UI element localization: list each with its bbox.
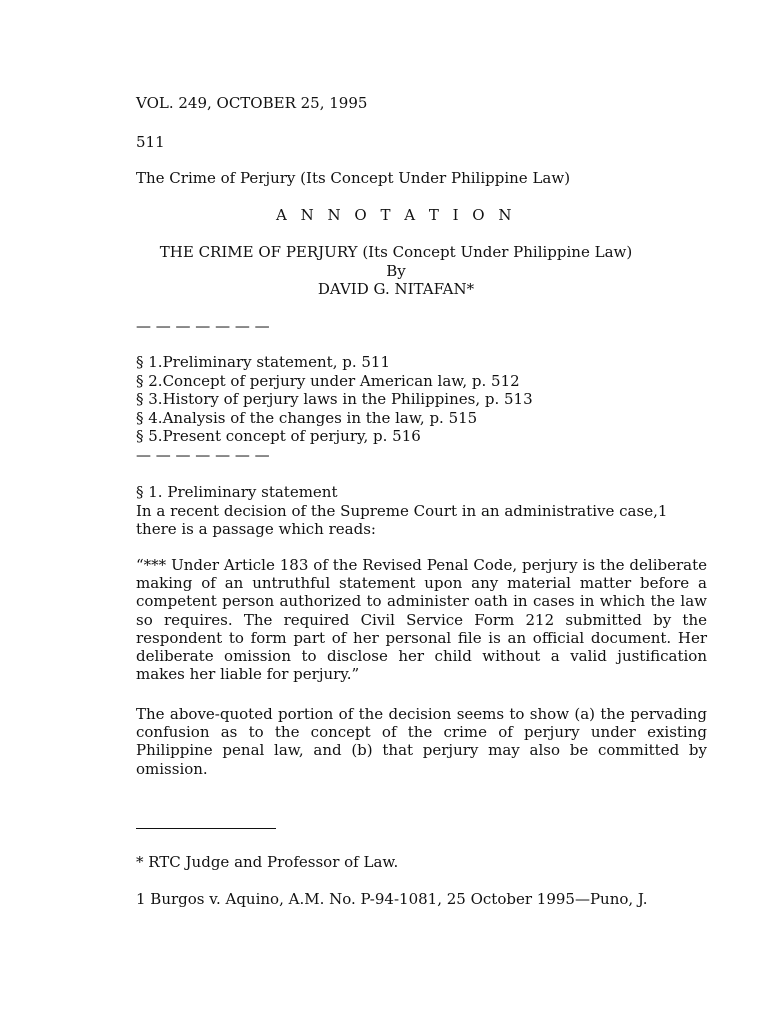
footnote-1: 1 Burgos v. Aquino, A.M. No. P-94-1081, 25 October 1995—Puno, J. [136, 890, 648, 908]
intro-text-line1: In a recent decision of the Supreme Court in an administrative case,1 [136, 502, 668, 520]
divider-dashes-top: — — — — — — — [136, 317, 270, 335]
divider-dashes-bottom: — — — — — — — [136, 446, 270, 464]
table-of-contents [136, 353, 533, 446]
page-number: 511 [136, 133, 165, 151]
intro-text-line2: there is a passage which reads: [136, 520, 376, 538]
annotation-title: THE CRIME OF PERJURY (Its Concept Under Philippine Law) [159, 243, 633, 261]
quote-text: “*** Under Article 183 of the Revised Penal Code, perjury is the deliberate making of an untruthful statement upon any material matter before a competent person authorized to administer oath in cases in which the law so requires. The required Civil Service Form 212 submitted by the respondent to form part of her personal file is an official document. Her deliberate omission to disclose her child without a valid justification makes her liable for perjury.” [136, 556, 707, 684]
toc-item: § 5.Present concept of perjury, p. 516 [136, 427, 421, 445]
toc-item: § 4.Analysis of the changes in the law, p. 515 [136, 408, 478, 427]
footnote-rule [136, 828, 276, 829]
footnote-author: * RTC Judge and Professor of Law. [136, 853, 399, 871]
section-heading: § 1. Preliminary statement [136, 483, 338, 501]
analysis-text: The above-quoted portion of the decision seems to show (a) the pervading confusion as to the concept of the crime of perjury under existing Philippine penal law, and (b) that perjury may also be committed by omission. [136, 705, 707, 778]
analysis-paragraph [136, 705, 707, 778]
annotation-author: DAVID G. NITAFAN* [317, 280, 475, 298]
volume-line: VOL. 249, OCTOBER 25, 1995 [136, 94, 368, 112]
toc-item: § 2.Concept of perjury under American law, p. 512 [136, 371, 520, 390]
annotation-label: A N N O T A T I O N [276, 206, 516, 224]
toc-item: § 3.History of perjury laws in the Philippines, p. 513 [136, 390, 533, 408]
block-quote [136, 556, 707, 683]
running-title: The Crime of Perjury (Its Concept Under Philippine Law) [136, 169, 571, 187]
toc-item: § 1.Preliminary statement, p. 511 [136, 353, 391, 371]
annotation-by: By [386, 262, 406, 280]
